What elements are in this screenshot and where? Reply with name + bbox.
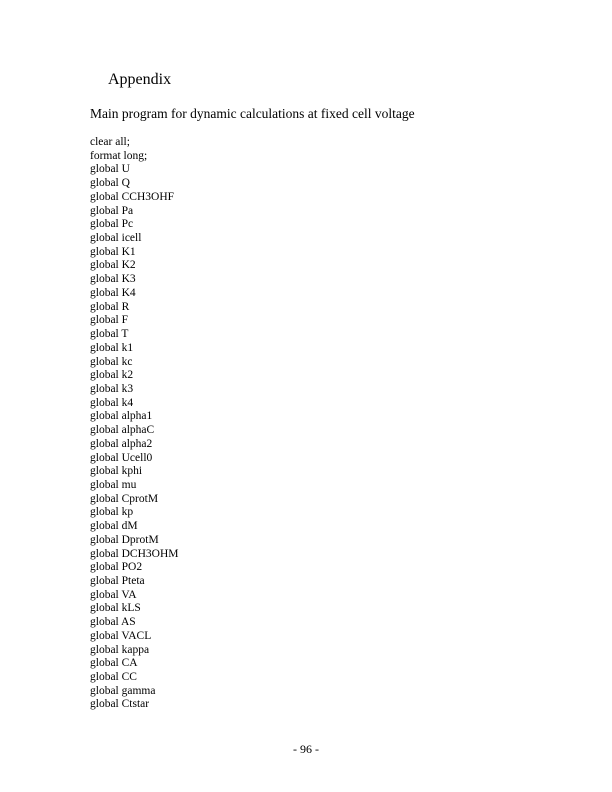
code-line: global kp <box>90 506 134 519</box>
code-line: format long; <box>90 149 148 162</box>
code-line: global R <box>90 300 130 313</box>
code-line: global CprotM <box>90 492 159 505</box>
code-line: global kphi <box>90 465 143 478</box>
code-line: global k1 <box>90 341 134 354</box>
code-line: global VA <box>90 588 137 601</box>
code-line: global U <box>90 163 130 176</box>
code-line: global T <box>90 328 129 341</box>
code-line: global alpha1 <box>90 410 153 423</box>
code-line: global k4 <box>90 396 134 409</box>
code-line: global PO2 <box>90 561 143 574</box>
code-line: global alphaC <box>90 424 155 437</box>
code-line: global Pa <box>90 204 134 217</box>
page-number: - 96 - <box>293 742 319 756</box>
page-heading: Appendix <box>108 71 172 88</box>
code-line: global Ucell0 <box>90 451 153 464</box>
code-line: global k3 <box>90 382 134 395</box>
code-line: global AS <box>90 616 136 629</box>
code-line: global k2 <box>90 369 134 382</box>
code-line: global mu <box>90 478 137 491</box>
code-line: global gamma <box>90 684 156 697</box>
code-line: global Pc <box>90 218 134 231</box>
code-line: global CC <box>90 671 137 684</box>
code-line: global kLS <box>90 602 141 615</box>
code-line: global kc <box>90 355 133 368</box>
code-line: global F <box>90 314 129 327</box>
code-line: global Ctstar <box>90 698 150 711</box>
code-line: global Q <box>90 177 130 190</box>
code-line: global CA <box>90 657 138 670</box>
code-line: global dM <box>90 520 138 533</box>
code-line: global K1 <box>90 245 136 258</box>
code-line: global K4 <box>90 286 136 299</box>
code-line: global CCH3OHF <box>90 190 175 203</box>
code-line: global DCH3OHM <box>90 547 179 560</box>
code-line: global Pteta <box>90 575 145 587</box>
code-line: clear all; <box>90 136 130 148</box>
code-line: global VACL <box>90 629 152 642</box>
code-listing <box>90 136 179 712</box>
section-title: Main program for dynamic calculations at fixed cell voltage <box>90 106 415 121</box>
code-line: global kappa <box>90 643 150 656</box>
code-line: global K3 <box>90 273 136 286</box>
code-line: global alpha2 <box>90 437 153 450</box>
code-line: global K2 <box>90 259 136 272</box>
code-line: global DprotM <box>90 533 159 546</box>
code-line: global icell <box>90 232 142 245</box>
